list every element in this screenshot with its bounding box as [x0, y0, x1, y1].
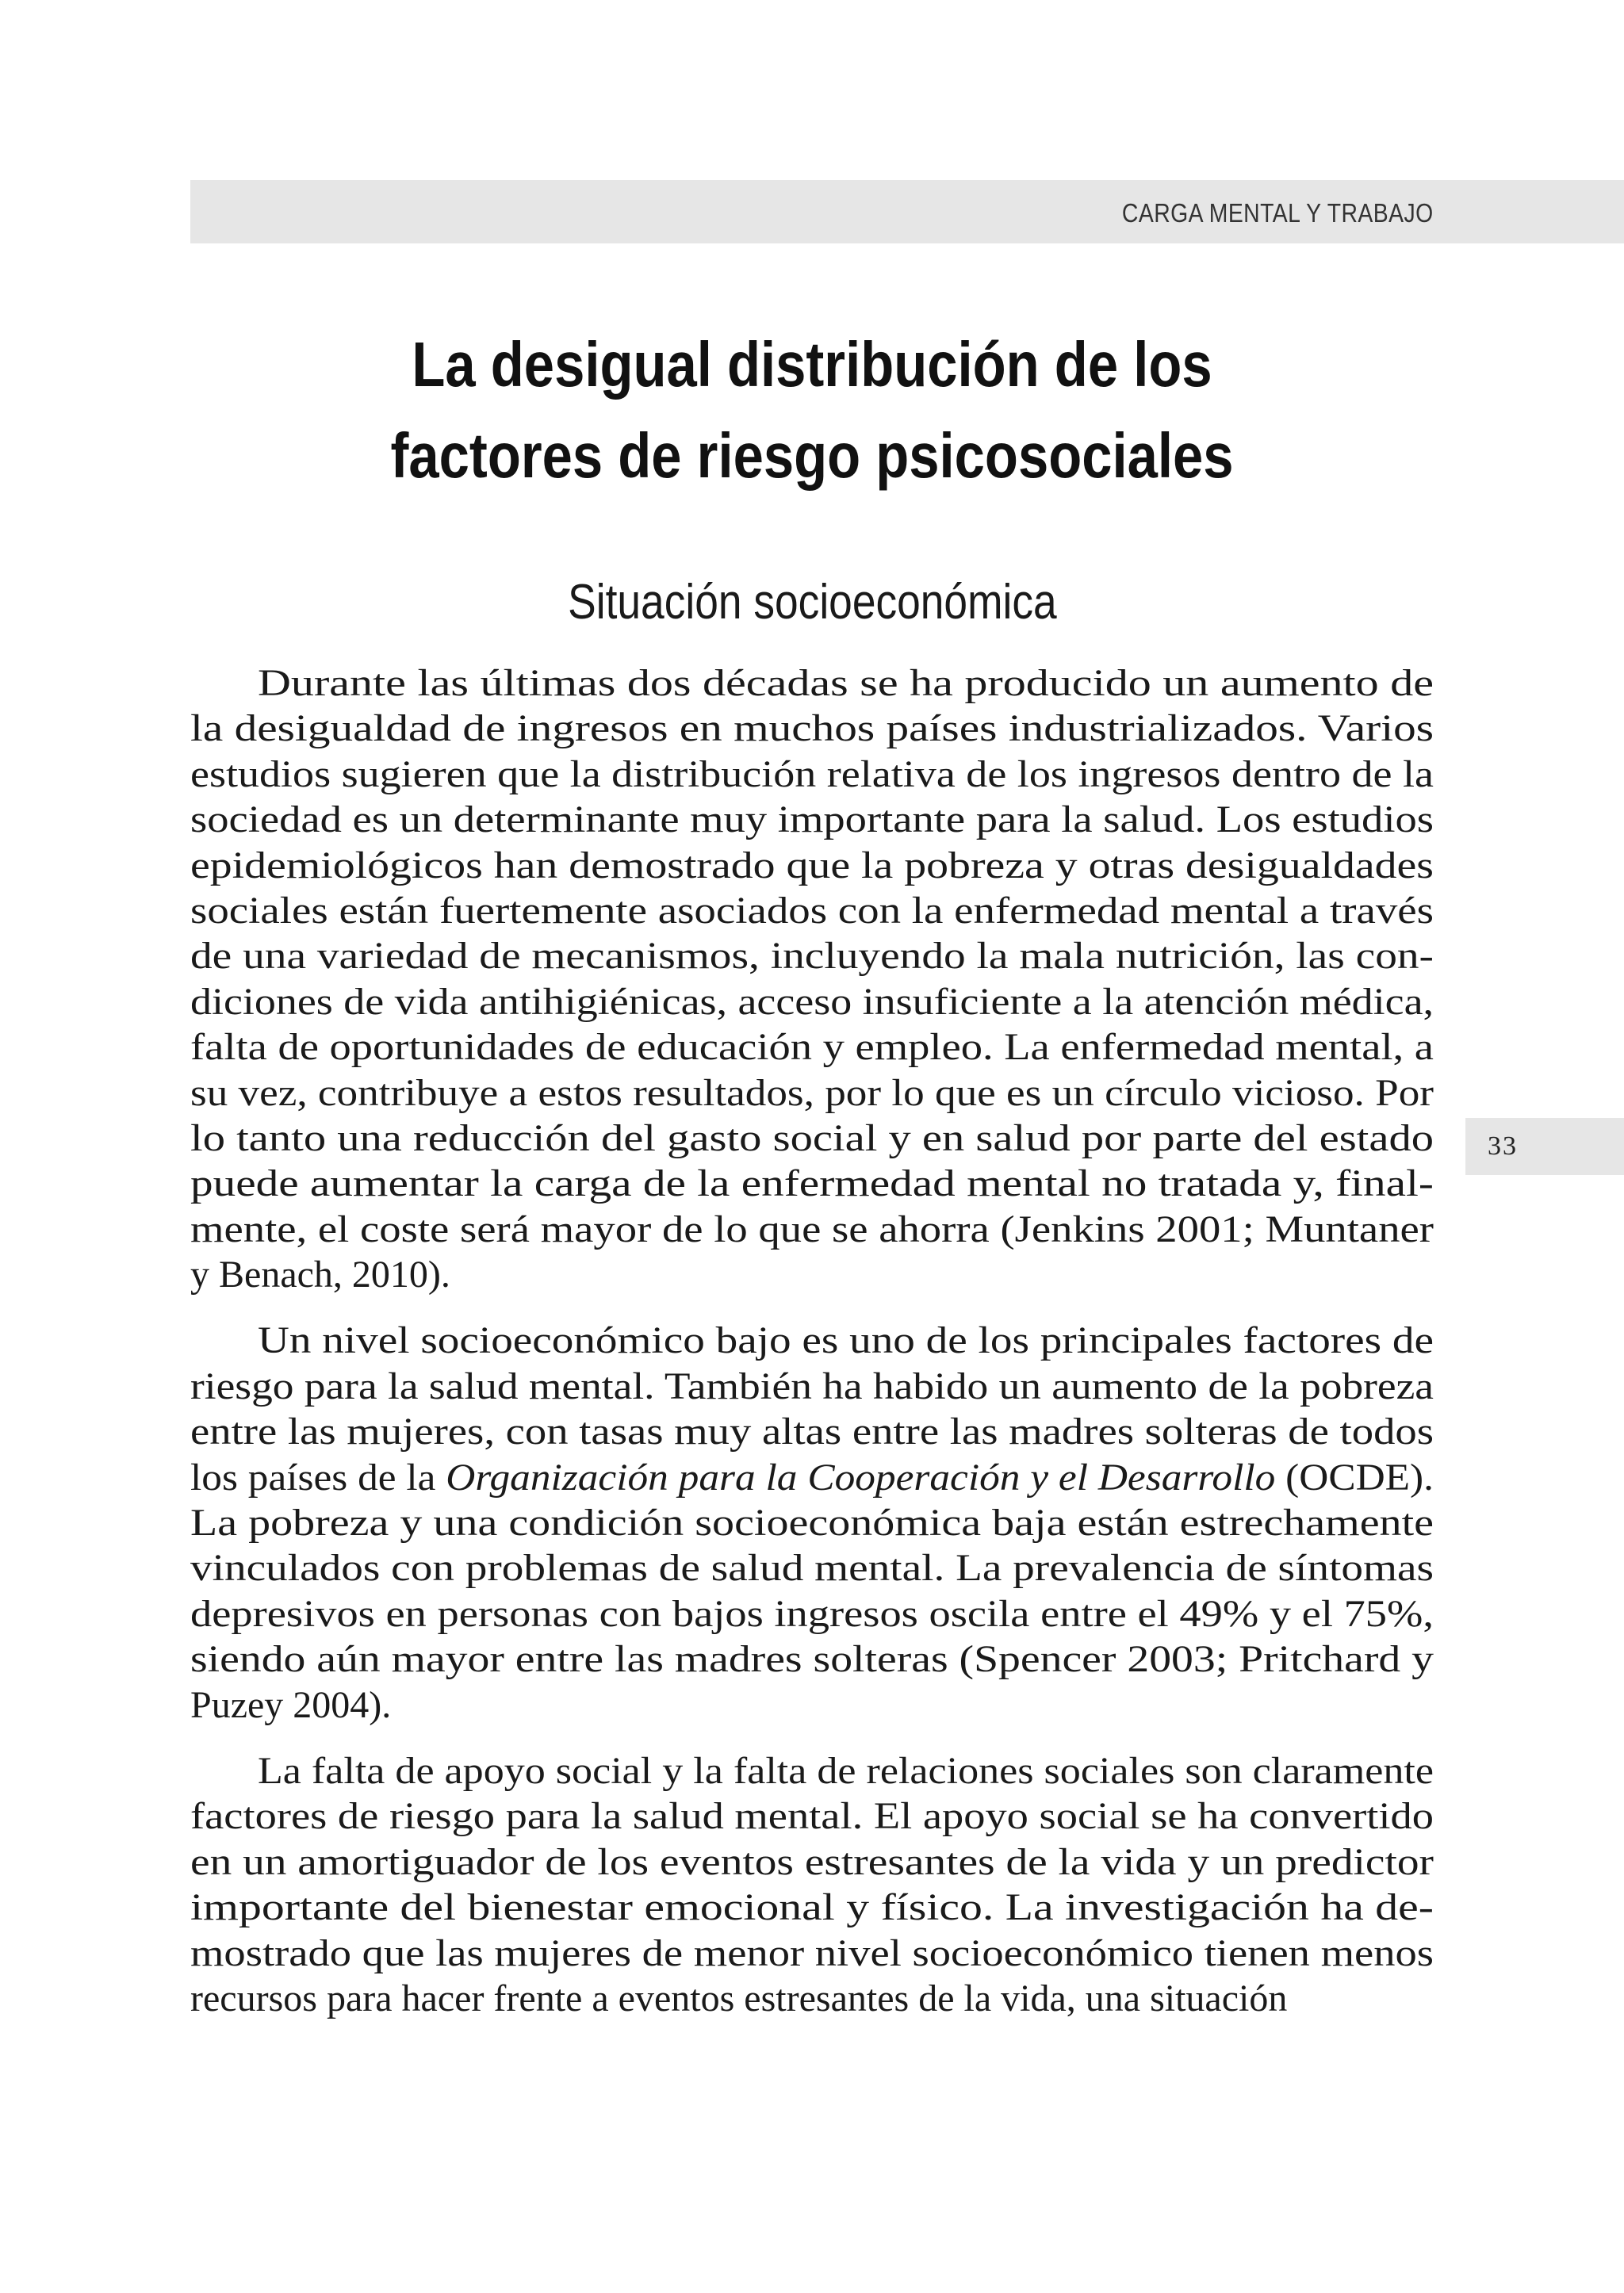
- text-line: [190, 933, 1434, 978]
- text-line: [190, 1931, 1434, 1976]
- text-line-content: diciones de vida antihigiénicas, acceso insuficiente a la atención médica,: [190, 980, 1434, 1023]
- page-number-tab: [1465, 1118, 1624, 1175]
- text-line-content: mostrado que las mujeres de menor nivel socioeconómico tienen menos: [190, 1931, 1434, 1974]
- text-line: [190, 1070, 1434, 1116]
- running-header: CARGA MENTAL Y TRABAJO: [1122, 198, 1434, 228]
- text-segment: (OCDE).: [1275, 1456, 1434, 1499]
- text-line: [190, 1455, 1434, 1500]
- text-line-content: sociedad es un determinante muy importante para la salud. Los estudios: [190, 798, 1434, 841]
- text-line: [190, 1591, 1434, 1636]
- text-line-content: Un nivel socioeconómico bajo es uno de los principales factores de: [258, 1319, 1434, 1362]
- text-line: [190, 1839, 1434, 1885]
- text-line: [190, 1976, 1434, 2021]
- text-line: [190, 1024, 1434, 1070]
- text-line: [190, 1318, 1434, 1363]
- running-header-bar: [190, 180, 1624, 243]
- page-number: 33: [1488, 1131, 1518, 1161]
- text-line: [190, 1252, 1434, 1297]
- text-line: [190, 1682, 1434, 1728]
- text-line: [190, 1207, 1434, 1252]
- text-line-content: importante del bienestar emocional y físico. La investigación ha de-: [190, 1886, 1434, 1929]
- text-line-content: de una variedad de mecanismos, incluyendo la mala nutrición, las con-: [190, 935, 1434, 978]
- section-heading: [190, 571, 1434, 634]
- chapter-title-line-2: factores de riesgo psicosociales: [390, 420, 1234, 491]
- text-line: [190, 1545, 1434, 1591]
- text-line-content: en un amortiguador de los eventos estresantes de la vida y un predictor: [190, 1840, 1434, 1883]
- paragraph: [190, 1318, 1434, 1728]
- paragraph: [190, 1748, 1434, 2021]
- text-line-content: puede aumentar la carga de la enfermedad mental no tratada y, final-: [190, 1162, 1434, 1205]
- italic-text: Organización para la Cooperación y el Desarrollo: [446, 1456, 1276, 1499]
- text-line-content: lo tanto una reducción del gasto social y en salud por parte del estado: [190, 1116, 1434, 1159]
- text-line: [190, 1793, 1434, 1839]
- text-line: [190, 1500, 1434, 1545]
- text-line: [190, 1409, 1434, 1454]
- text-line-content: y Benach, 2010).: [190, 1254, 450, 1296]
- chapter-title: [190, 319, 1434, 501]
- text-line-content: sociales están fuertemente asociados con la enfermedad mental a través: [190, 889, 1434, 932]
- text-line: [190, 1885, 1434, 1930]
- text-line-content: la desigualdad de ingresos en muchos países industrializados. Varios: [190, 707, 1434, 750]
- chapter-title-line-1: La desigual distribución de los: [412, 329, 1212, 400]
- text-line-content: Puzey 2004).: [190, 1683, 392, 1726]
- text-line-content: recursos para hacer frente a eventos estresantes de la vida, una situación: [190, 1977, 1288, 2019]
- text-segment: los países de la: [190, 1456, 446, 1499]
- text-line: [190, 797, 1434, 842]
- text-line-content: estudios sugieren que la distribución relativa de los ingresos dentro de la: [190, 752, 1434, 795]
- text-line: [190, 1748, 1434, 1793]
- text-line: [190, 752, 1434, 797]
- text-line: [190, 1364, 1434, 1409]
- text-line-content: La falta de apoyo social y la falta de relaciones sociales son claramente: [258, 1749, 1434, 1792]
- text-line-content: factores de riesgo para la salud mental. El apoyo social se ha convertido: [190, 1795, 1434, 1838]
- text-line-content: mente, el coste será mayor de lo que se ahorra (Jenkins 2001; Muntaner: [190, 1208, 1434, 1250]
- text-line-content: siendo aún mayor entre las madres solteras (Spencer 2003; Pritchard y: [190, 1638, 1434, 1681]
- text-line-content: Durante las últimas dos décadas se ha producido un aumento de: [258, 662, 1434, 704]
- section-heading-text: Situación socioeconómica: [567, 575, 1057, 630]
- text-line: [190, 1116, 1434, 1161]
- text-line: [190, 979, 1434, 1024]
- paragraph: [190, 660, 1434, 1297]
- text-line-content: epidemiológicos han demostrado que la pobreza y otras desigualdades: [190, 844, 1434, 886]
- text-line: [190, 1161, 1434, 1206]
- text-line-content: [190, 1455, 1434, 1500]
- text-line-content: La pobreza y una condición socioeconómica baja están estrechamente: [190, 1502, 1434, 1545]
- body-text: [190, 660, 1434, 2042]
- text-line: [190, 1636, 1434, 1682]
- text-line: [190, 888, 1434, 933]
- text-line: [190, 843, 1434, 888]
- text-line: [190, 660, 1434, 706]
- text-line-content: depresivos en personas con bajos ingresos oscila entre el 49% y el 75%,: [190, 1592, 1434, 1635]
- text-line-content: su vez, contribuye a estos resultados, por lo que es un círculo vicioso. Por: [190, 1071, 1434, 1114]
- text-line-content: entre las mujeres, con tasas muy altas entre las madres solteras de todos: [190, 1411, 1434, 1453]
- text-line: [190, 706, 1434, 751]
- text-line-content: riesgo para la salud mental. También ha habido un aumento de la pobreza: [190, 1365, 1434, 1407]
- text-line-content: falta de oportunidades de educación y empleo. La enfermedad mental, a: [190, 1026, 1434, 1069]
- text-line-content: vinculados con problemas de salud mental. La prevalencia de síntomas: [190, 1547, 1434, 1590]
